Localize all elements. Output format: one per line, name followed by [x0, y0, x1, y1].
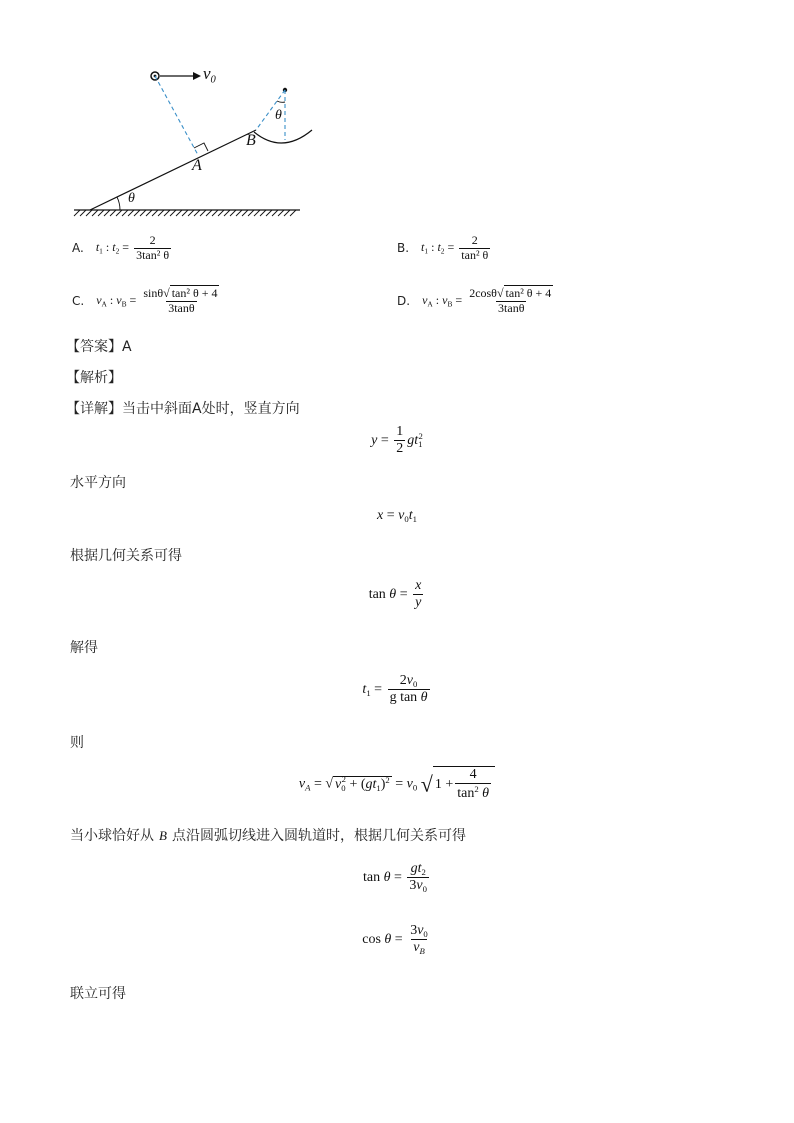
- circular-track: [254, 130, 312, 143]
- top-angle-arc: [277, 101, 285, 102]
- physics-diagram: [60, 55, 320, 225]
- option-D: D. $v_A$ : $v_B$ = $\frac{\text{2cosθ√ tan² θ + 4}}{3\tan\theta}$: [397, 285, 552, 315]
- combine-text: 联立可得: [70, 986, 126, 1002]
- point-B-label: B: [246, 132, 256, 149]
- ground-hatching: [74, 210, 296, 216]
- option-A: A. $t_1$ : $t_2$ = $\frac{2}{\text{3tan² θ}}$: [72, 232, 170, 262]
- equation-vertical: y = $\frac{1}{2}$ $gt_1^2$: [371, 424, 423, 457]
- theta-top-label: θ: [275, 108, 282, 123]
- theta-bottom-label: θ: [128, 191, 135, 206]
- perpendicular-dashed-line: [155, 76, 198, 155]
- horizontal-text: 水平方向: [70, 475, 126, 491]
- detail-line: 【详解】当击中斜面A处时，竖直方向: [66, 401, 300, 417]
- tangent-text: 当小球恰好从 B 点沿圆弧切线进入圆轨道时，根据几何关系可得: [70, 828, 466, 844]
- v0-label: $v_0$: [203, 64, 216, 86]
- equation-cos: cos θ = $\frac{3v_0}{v_B}$: [362, 923, 428, 957]
- equation-vA: $v_A$ = √ $v_0^2 + (gt_1)^2 = v_0$ √ 1 + $\frac{4}{\tan^2 \theta}$: [0, 766, 794, 802]
- geometry-text: 根据几何关系可得: [70, 548, 182, 564]
- then-text: 则: [70, 735, 84, 751]
- equation-t1: $t_1$ = $\frac{2v_0}{\text{g tan θ}}$: [362, 673, 428, 706]
- answer-line: 【答案】A: [66, 339, 132, 355]
- equation-tan-t2: tan θ = $\frac{gt_2}{3v_0}$: [363, 861, 427, 895]
- equation-tan-xy: tan θ = $\frac{x}{y}$: [368, 578, 422, 611]
- option-B: B. $t_1$ : $t_2$ = $\frac{2}{\text{tan² θ}}$: [397, 232, 489, 262]
- incline-angle-arc: [117, 197, 120, 210]
- equation-horizontal: $x = v_0t_1$: [377, 508, 417, 525]
- option-C: C. $v_A$ : $v_B$ = $\frac{\text{sinθ√ tan² θ + 4}}{3\tan\theta}$: [72, 285, 218, 315]
- analysis-tag: 【解析】: [66, 370, 122, 386]
- right-angle-marker: [194, 143, 208, 151]
- incline: [90, 130, 256, 210]
- solve-text: 解得: [70, 640, 98, 656]
- point-A-label: A: [192, 157, 202, 174]
